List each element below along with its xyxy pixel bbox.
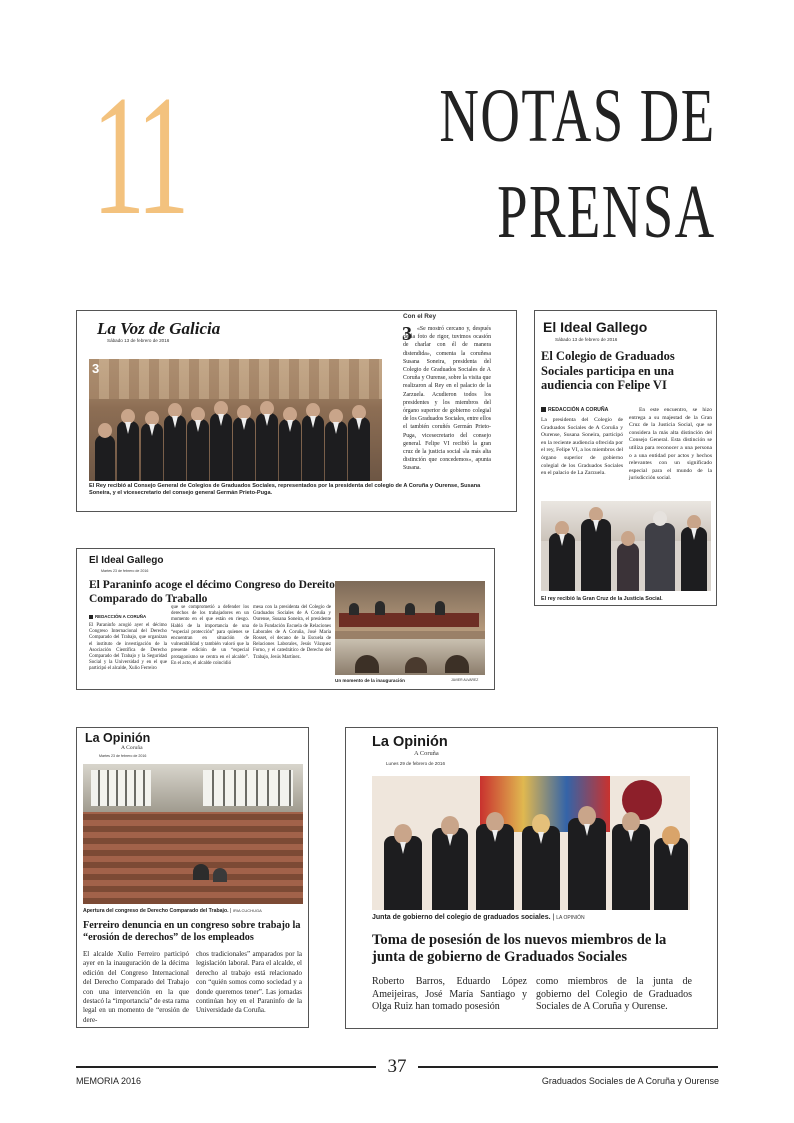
footer-rule-left	[76, 1066, 376, 1068]
footer-rule-right	[418, 1066, 718, 1068]
clip-masthead: La Voz de Galicia	[97, 319, 221, 338]
clip-masthead: El Ideal Gallego	[89, 555, 164, 566]
clip-masthead-sub: A Coruña	[414, 750, 439, 757]
clip-date: Martes 23 de febrero de 2016	[99, 754, 147, 758]
clip-col1: La presidenta del Colegio de Graduados Sociales de A Coruña y Ourense, Susana Soneira, participó en la reciente audiencia ofrecida por el rey, Felipe VI, a los miembros del órgano superior de gobierno colegial de los Graduados Sociales en el palacio de La Zarzuela.	[541, 417, 623, 477]
clip-caption: El rey recibió la Gran Cruz de la Justicia Social.	[541, 596, 663, 602]
clip-col2: En este encuentro, se hizo entrega a su majestad de la Gran Cruz de la Justicia Social, que se considera la más alta distinción del Consejo General. Esta distinción se utiliza para reconocer a una persona o a una entidad por actos y hechos relevantes con un significado especial para el mundo de la jurisdicción social.	[629, 407, 712, 482]
clip-caption: El Rey recibió al Consejo General de Colegios de Graduados Sociales, representados por la presidenta del colegio de A Coruña y Ourense, Susana Soneira, y el vicesecretario del consejo general Germán Prieto-Puga.	[89, 483, 481, 496]
clip-masthead-sub: A Coruña	[121, 745, 143, 751]
clip-headline: El Colegio de Graduados Sociales participa en una audiencia con Felipe VI	[541, 349, 675, 392]
clip-col2: chos tradicionales” amparados por la legislación laboral. Para el alcalde, el derecho al trabajo está relacionado con “quién somos como sociedad y a donde queremos tener”. Las jornadas continúan hoy en el Paraninfo de la Universidade da Coruña.	[196, 950, 302, 1015]
page-title-line1: NOTAS DE	[439, 74, 716, 158]
clip-date: Martes 23 de febrero de 2016	[101, 569, 149, 573]
clip-kicker: Con el Rey	[403, 313, 437, 320]
press-clip-la-opinion-ferreiro	[76, 727, 309, 1028]
clip-col1: Roberto Barros, Eduardo López Ameijeiras, José María Santiago y Olga Ruiz han tomado posesión	[372, 976, 527, 1012]
clip-byline: REDACCIÓN A CORUÑA	[89, 614, 146, 619]
clip-side-number: 3	[402, 323, 412, 345]
clip-col2: que se comprometió a defender los derechos de los trabajadores en un momento en el que están en riesgo. Habló de la importancia de una “especial protección” para quienes se encuentran en situación de vulnerabilidad y también valoró que la presente edición de un “especial protagonismo se centra en el alcalde”. En el acto, el alcalde coincidió	[171, 605, 249, 666]
press-clip-ideal-gallego-audiencia	[534, 310, 717, 606]
clip-headline: El Paraninfo acoge el décimo Congreso do Dereito Comparado do Traballo	[89, 579, 335, 605]
footer-left-text: MEMORIA 2016	[76, 1076, 142, 1086]
chapter-number: 11	[92, 61, 185, 251]
clip-photo	[89, 359, 382, 481]
clip-date: Sábado 13 de febrero de 2016	[107, 338, 170, 343]
clip-photo	[372, 776, 690, 910]
clip-date: Lunes 29 de febrero de 2016	[386, 761, 446, 766]
clip-masthead: La Opinión	[85, 731, 151, 745]
clip-masthead: El Ideal Gallego	[543, 319, 648, 335]
page-title-line2: PRENSA	[497, 170, 716, 254]
press-clip-ideal-gallego-paraninfo	[76, 548, 495, 690]
clip-masthead: La Opinión	[372, 734, 448, 750]
clip-photo	[541, 501, 711, 591]
clip-side-text: «Se mostró cercano y, después de la foto de rigor, tuvimos ocasión de charlar con él de manera distendida», comenta la coruñesa Susana Soneira, presidenta del Colegio de Graduados Sociales de A Coruña y Ourense, sobre la visita que realizaron al Rey en el palacio de la Zarzuela. Acudieron todos los presidentes y los miembros del órgano superior de gobierno colegial de los Graduados Sociales, entre ellos el también coruñés Germán Prieto-Puga, vicesecretario del consejo general. Felipe VI recibió la gran cruz de la justicia social «la más alta distinción que concedemos», apunta Susana.	[403, 326, 491, 472]
footer-right-text: Graduados Sociales de A Coruña y Ourense	[541, 1076, 719, 1086]
clip-col1: El Paraninfo acogió ayer el décimo Congreso Internacional del Derecho Comparado del Trabajo, que organizan el instituto de investigación de la Asociación Científica de Derecho Comparado del Trabajo y la Seguridad Social y la Universidad y en el que participó el alcalde, Xulio Ferreiro	[89, 623, 167, 672]
clip-col3: mesa con la presidenta del Colegio de Graduados Sociales de A Coruña y Ourense, Susana Soneira, el presidente de la Fundación Escuela de Relaciones Laborales de A Coruña, José María Rosset, el decano de la Escuela de Relaciones Laborales, Jesús Vázquez Forno, y el catedrático de Derecho del Trabajo, Jesús Martínez.	[253, 605, 331, 660]
clip-credit: JAVIER ALVAREZ	[451, 678, 479, 682]
clip-headline: Toma de posesión de los nuevos miembros de la junta de gobierno de Graduados Sociales	[372, 932, 667, 965]
clip-photo	[83, 764, 303, 904]
clip-col2: como miembros de la junta de gobierno del Colegio de Graduados Sociales de A Coruña y Ourense.	[536, 976, 692, 1012]
clip-headline: Ferreiro denuncia en un congreso sobre trabajo la “erosión de derechos” de los empleados	[83, 920, 301, 943]
clip-caption: Un momento de la inauguración	[335, 678, 405, 683]
clip-photo	[335, 581, 485, 675]
page-number: 37	[387, 1056, 407, 1077]
clip-caption: Apertura del congreso de Derecho Comparado del Trabajo. | IRIA CUCHUGA	[83, 908, 262, 914]
clip-caption: Junta de gobierno del colegio de graduados sociales. | LA OPINIÓN	[372, 914, 585, 921]
page-title	[440, 68, 716, 260]
clip-date: Sábado 13 de febrero de 2016	[555, 337, 618, 342]
clip-byline: REDACCIÓN A CORUÑA	[541, 407, 608, 413]
clip-col1: El alcalde Xulio Ferreiro participó ayer en la inauguración de la décima edición del Congreso Internacional del Derecho Comparado del Trabajo con una intervención en la que destacó la “importancia” de esta rama legal en un momento de “erosión de dere-	[83, 950, 189, 1024]
press-clip-voz-galicia	[76, 310, 517, 512]
press-clip-la-opinion-junta	[345, 727, 718, 1029]
photo-number: 3	[92, 361, 100, 376]
